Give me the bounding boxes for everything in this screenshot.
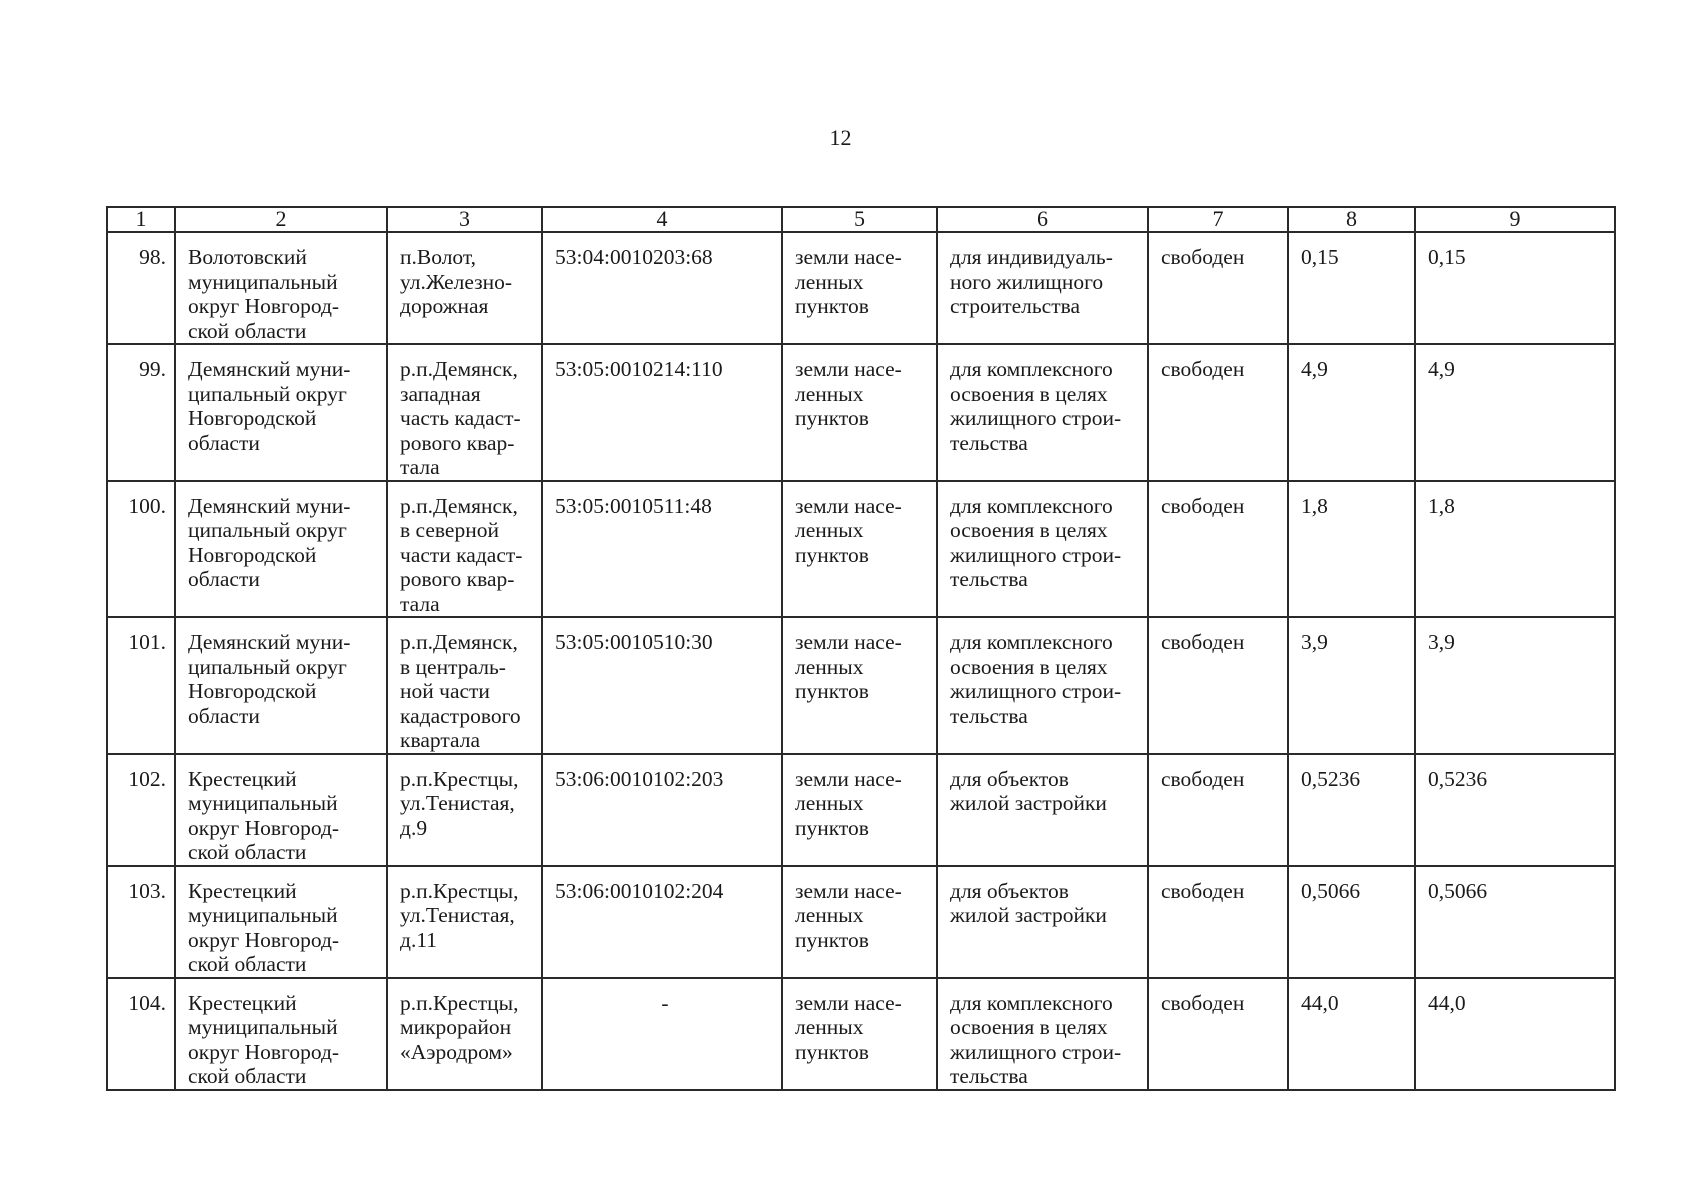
permitted-use-cell — [937, 344, 1148, 481]
address-cell-line: квартала — [400, 728, 480, 752]
permitted-use-cell-line: освоения в целях — [950, 518, 1108, 542]
table-row — [107, 481, 1615, 618]
permitted-use-cell — [937, 866, 1148, 978]
land-category-cell — [782, 617, 937, 754]
address-cell-line: р.п.Крестцы, — [400, 878, 519, 903]
address-cell-line: р.п.Демянск, — [400, 493, 518, 518]
permitted-use-cell-line: для индивидуаль- — [950, 245, 1113, 269]
area-total-cell: 44,0 — [1415, 978, 1615, 1090]
permitted-use-cell-line: для комплексного — [950, 630, 1113, 654]
permitted-use-cell-line: для объектов — [950, 878, 1069, 903]
permitted-use-cell-line: тельства — [950, 703, 1028, 728]
address-cell-line: в северной — [400, 518, 499, 542]
land-category-cell-line: пунктов — [795, 542, 869, 567]
column-number-6: 6 — [937, 207, 1148, 232]
district-cell-line: Новгородской — [188, 679, 317, 703]
row-number-cell: 104. — [107, 978, 175, 1090]
permitted-use-cell-line: жилищного строи- — [950, 542, 1122, 567]
address-cell — [387, 344, 542, 481]
land-category-cell-line: земли насе- — [795, 357, 902, 381]
district-cell-line: ской области — [188, 318, 307, 343]
column-number-header-row — [107, 207, 1615, 232]
land-category-cell — [782, 754, 937, 866]
status-cell: свободен — [1148, 232, 1288, 344]
area-cell: 1,8 — [1288, 481, 1415, 618]
district-cell-line: Крестецкий — [188, 766, 297, 791]
status-cell: свободен — [1148, 866, 1288, 978]
district-cell-line: муниципальный — [188, 791, 338, 815]
column-number-7: 7 — [1148, 207, 1288, 232]
land-category-cell — [782, 866, 937, 978]
district-cell-line: области — [188, 430, 260, 455]
address-cell-line: ул.Железно- — [400, 269, 513, 294]
land-category-cell-line: пунктов — [795, 406, 869, 430]
permitted-use-cell — [937, 978, 1148, 1090]
permitted-use-cell-line: тельства — [950, 1064, 1028, 1088]
land-category-cell — [782, 344, 937, 481]
area-cell: 0,5066 — [1288, 866, 1415, 978]
district-cell-line: Крестецкий — [188, 878, 297, 903]
address-cell-line: рового квар- — [400, 430, 515, 455]
address-cell-line: часть кадаст- — [400, 406, 521, 430]
permitted-use-cell-line: освоения в целях — [950, 1015, 1108, 1039]
column-number-3: 3 — [387, 207, 542, 232]
address-cell — [387, 754, 542, 866]
land-category-cell-line: ленных — [795, 381, 864, 406]
land-category-cell-line: земли насе- — [795, 493, 902, 518]
district-cell-line: Демянский муни- — [188, 493, 351, 518]
cadastral-number-cell: 53:05:0010511:48 — [542, 481, 782, 618]
area-total-cell: 3,9 — [1415, 617, 1615, 754]
permitted-use-cell-line: строительства — [950, 294, 1081, 318]
address-cell-line: «Аэродром» — [400, 1039, 513, 1064]
land-category-cell-line: ленных — [795, 654, 864, 679]
district-cell-line: ской области — [188, 952, 307, 976]
district-cell — [175, 754, 387, 866]
area-cell: 3,9 — [1288, 617, 1415, 754]
permitted-use-cell — [937, 481, 1148, 618]
cadastral-number-cell: - — [542, 978, 782, 1090]
area-total-cell: 0,5236 — [1415, 754, 1615, 866]
status-cell: свободен — [1148, 344, 1288, 481]
column-number-2: 2 — [175, 207, 387, 232]
status-cell: свободен — [1148, 481, 1288, 618]
page-number: 12 — [829, 125, 852, 150]
land-category-cell-line: земли насе- — [795, 630, 902, 654]
district-cell-line: округ Новгород- — [188, 1039, 340, 1064]
permitted-use-cell-line: ного жилищного — [950, 269, 1104, 294]
address-cell — [387, 866, 542, 978]
land-category-cell-line: земли насе- — [795, 766, 902, 791]
district-cell-line: Новгородской — [188, 542, 317, 567]
permitted-use-cell — [937, 754, 1148, 866]
area-total-cell: 0,15 — [1415, 232, 1615, 344]
row-number-cell: 101. — [107, 617, 175, 754]
district-cell-line: Новгородской — [188, 406, 317, 430]
land-category-cell-line: пунктов — [795, 294, 869, 318]
address-cell — [387, 232, 542, 344]
land-category-cell-line: пунктов — [795, 815, 869, 840]
address-cell-line: д.9 — [400, 815, 428, 840]
status-cell: свободен — [1148, 754, 1288, 866]
column-number-1: 1 — [107, 207, 175, 232]
land-category-cell-line: пунктов — [795, 1039, 869, 1064]
address-cell-line: ул.Тенистая, — [400, 903, 515, 927]
address-cell-line: в централь- — [400, 654, 506, 679]
land-category-cell-line: ленных — [795, 1015, 864, 1039]
district-cell-line: области — [188, 703, 260, 728]
table-row — [107, 232, 1615, 344]
column-number-9: 9 — [1415, 207, 1615, 232]
district-cell-line: округ Новгород- — [188, 815, 340, 840]
permitted-use-cell — [937, 232, 1148, 344]
land-plots-table — [106, 206, 1616, 1091]
land-category-cell-line: ленных — [795, 269, 864, 294]
cadastral-number-cell: 53:05:0010510:30 — [542, 617, 782, 754]
land-category-cell-line: ленных — [795, 518, 864, 542]
permitted-use-cell — [937, 617, 1148, 754]
district-cell — [175, 232, 387, 344]
district-cell-line: Волотовский — [188, 245, 307, 269]
address-cell — [387, 617, 542, 754]
permitted-use-cell-line: освоения в целях — [950, 654, 1108, 679]
district-cell — [175, 866, 387, 978]
district-cell-line: муниципальный — [188, 903, 338, 927]
permitted-use-cell-line: жилищного строи- — [950, 406, 1122, 430]
district-cell-line: округ Новгород- — [188, 294, 340, 318]
area-cell: 0,5236 — [1288, 754, 1415, 866]
district-cell-line: Демянский муни- — [188, 630, 351, 654]
row-number-cell: 100. — [107, 481, 175, 618]
address-cell-line: р.п.Демянск, — [400, 630, 518, 654]
area-cell: 44,0 — [1288, 978, 1415, 1090]
permitted-use-cell-line: освоения в целях — [950, 381, 1108, 406]
address-cell — [387, 978, 542, 1090]
land-category-cell — [782, 232, 937, 344]
address-cell-line: части кадаст- — [400, 542, 523, 567]
address-cell-line: п.Волот, — [400, 245, 477, 269]
district-cell — [175, 481, 387, 618]
cadastral-number-cell: 53:05:0010214:110 — [542, 344, 782, 481]
land-category-cell — [782, 978, 937, 1090]
land-category-cell-line: ленных — [795, 903, 864, 927]
land-category-cell-line: ленных — [795, 791, 864, 815]
table-row — [107, 978, 1615, 1090]
address-cell-line: ной части — [400, 679, 490, 703]
permitted-use-cell-line: для комплексного — [950, 493, 1113, 518]
area-cell: 0,15 — [1288, 232, 1415, 344]
address-cell-line: тала — [400, 591, 440, 616]
district-cell-line: ципальный округ — [188, 518, 347, 542]
address-cell — [387, 481, 542, 618]
district-cell — [175, 978, 387, 1090]
cadastral-number-cell: 53:04:0010203:68 — [542, 232, 782, 344]
address-cell-line: р.п.Демянск, — [400, 357, 518, 381]
area-total-cell: 1,8 — [1415, 481, 1615, 618]
permitted-use-cell-line: жилой застройки — [950, 791, 1107, 815]
district-cell-line: муниципальный — [188, 269, 338, 294]
address-cell-line: р.п.Крестцы, — [400, 990, 519, 1015]
district-cell-line: ципальный округ — [188, 654, 347, 679]
address-cell-line: рового квар- — [400, 567, 515, 591]
permitted-use-cell-line: жилищного строи- — [950, 1039, 1122, 1064]
table-row — [107, 344, 1615, 481]
district-cell — [175, 344, 387, 481]
status-cell: свободен — [1148, 617, 1288, 754]
land-category-cell-line: земли насе- — [795, 878, 902, 903]
area-total-cell: 4,9 — [1415, 344, 1615, 481]
land-category-cell-line: пунктов — [795, 927, 869, 952]
row-number-cell: 98. — [107, 232, 175, 344]
permitted-use-cell-line: для комплексного — [950, 990, 1113, 1015]
address-cell-line: тала — [400, 455, 440, 479]
row-number-cell: 103. — [107, 866, 175, 978]
land-category-cell-line: земли насе- — [795, 245, 902, 269]
permitted-use-cell-line: жилищного строи- — [950, 679, 1122, 703]
row-number-cell: 102. — [107, 754, 175, 866]
permitted-use-cell-line: для объектов — [950, 766, 1069, 791]
table-row — [107, 754, 1615, 866]
column-number-8: 8 — [1288, 207, 1415, 232]
area-total-cell: 0,5066 — [1415, 866, 1615, 978]
permitted-use-cell-line: тельства — [950, 430, 1028, 455]
column-number-4: 4 — [542, 207, 782, 232]
area-cell: 4,9 — [1288, 344, 1415, 481]
row-number-cell: 99. — [107, 344, 175, 481]
district-cell-line: ской области — [188, 1064, 307, 1088]
permitted-use-cell-line: тельства — [950, 567, 1028, 591]
address-cell-line: микрорайон — [400, 1015, 512, 1039]
address-cell-line: дорожная — [400, 294, 489, 318]
district-cell-line: ской области — [188, 840, 307, 864]
permitted-use-cell-line: жилой застройки — [950, 903, 1107, 927]
district-cell-line: округ Новгород- — [188, 927, 340, 952]
status-cell: свободен — [1148, 978, 1288, 1090]
cadastral-number-cell: 53:06:0010102:204 — [542, 866, 782, 978]
table-row — [107, 866, 1615, 978]
column-number-5: 5 — [782, 207, 937, 232]
permitted-use-cell-line: для комплексного — [950, 357, 1113, 381]
address-cell-line: кадастрового — [400, 703, 521, 728]
district-cell-line: муниципальный — [188, 1015, 338, 1039]
district-cell-line: ципальный округ — [188, 381, 347, 406]
land-category-cell — [782, 481, 937, 618]
land-category-cell-line: земли насе- — [795, 990, 902, 1015]
district-cell-line: Крестецкий — [188, 990, 297, 1015]
district-cell-line: области — [188, 567, 260, 591]
table-body — [107, 232, 1615, 1090]
cadastral-number-cell: 53:06:0010102:203 — [542, 754, 782, 866]
address-cell-line: д.11 — [400, 927, 438, 952]
address-cell-line: западная — [400, 381, 481, 406]
address-cell-line: р.п.Крестцы, — [400, 766, 519, 791]
land-category-cell-line: пунктов — [795, 679, 869, 703]
district-cell-line: Демянский муни- — [188, 357, 351, 381]
district-cell — [175, 617, 387, 754]
address-cell-line: ул.Тенистая, — [400, 791, 515, 815]
table-row — [107, 617, 1615, 754]
